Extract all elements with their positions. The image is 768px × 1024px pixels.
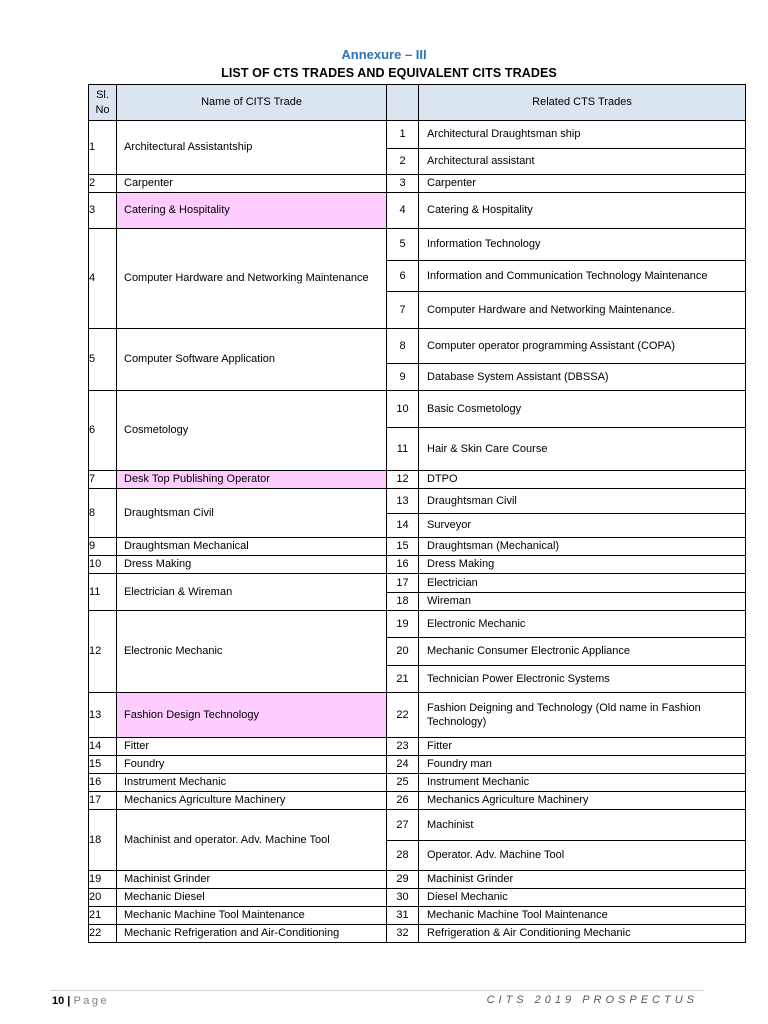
table-row <box>89 391 746 428</box>
cts-trade-name: Refrigeration & Air Conditioning Mechanic <box>419 925 746 943</box>
cts-trade-name: Machinist <box>419 810 746 841</box>
cts-trade-number: 11 <box>387 428 419 471</box>
sl-no-cell: 14 <box>89 738 117 756</box>
sl-no-cell: 18 <box>89 810 117 871</box>
cts-trade-name: Machinist Grinder <box>419 871 746 889</box>
cits-trade-name: Dress Making <box>117 556 387 574</box>
cits-trade-name: Desk Top Publishing Operator <box>117 471 387 489</box>
cits-trade-name: Fitter <box>117 738 387 756</box>
sl-no-cell: 17 <box>89 792 117 810</box>
footer-prospectus-label: CITS 2019 PROSPECTUS <box>486 994 698 1006</box>
footer-divider <box>50 990 704 991</box>
cts-trade-name: Technician Power Electronic Systems <box>419 666 746 693</box>
cts-trade-number: 32 <box>387 925 419 943</box>
cts-trade-name: Mechanic Machine Tool Maintenance <box>419 907 746 925</box>
table-row <box>89 229 746 261</box>
sl-no-cell: 3 <box>89 193 117 229</box>
table-row <box>89 774 746 792</box>
cts-trade-name: Electrician <box>419 574 746 593</box>
cts-trade-name: Architectural Draughtsman ship <box>419 121 746 149</box>
table-header-row <box>89 85 746 121</box>
cits-trade-name: Foundry <box>117 756 387 774</box>
cits-trade-name: Machinist Grinder <box>117 871 387 889</box>
cts-trade-number: 10 <box>387 391 419 428</box>
table-row <box>89 175 746 193</box>
cits-trade-name: Instrument Mechanic <box>117 774 387 792</box>
cts-trades-header: Related CTS Trades <box>419 85 746 121</box>
cts-trade-number: 12 <box>387 471 419 489</box>
cits-trade-name: Electrician & Wireman <box>117 574 387 611</box>
cts-trade-number: 15 <box>387 538 419 556</box>
cts-trade-number: 27 <box>387 810 419 841</box>
cts-trade-number: 23 <box>387 738 419 756</box>
cts-trade-name: Information and Communication Technology Maintenance <box>419 261 746 292</box>
cts-trade-name: Database System Assistant (DBSSA) <box>419 364 746 391</box>
cts-trade-name: Hair & Skin Care Course <box>419 428 746 471</box>
sl-no-cell: 4 <box>89 229 117 329</box>
cts-trade-name: Computer operator programming Assistant (COPA) <box>419 329 746 364</box>
cts-trade-name: Information Technology <box>419 229 746 261</box>
sl-no-cell: 11 <box>89 574 117 611</box>
cts-trade-name: Instrument Mechanic <box>419 774 746 792</box>
cts-trade-name: Architectural assistant <box>419 149 746 175</box>
cts-trade-number: 22 <box>387 693 419 738</box>
cts-trade-name: Draughtsman Civil <box>419 489 746 514</box>
sl-no-cell: 21 <box>89 907 117 925</box>
sl-no-cell: 19 <box>89 871 117 889</box>
cts-trade-name: Wireman <box>419 593 746 611</box>
cts-trade-name: Electronic Mechanic <box>419 611 746 638</box>
table-row <box>89 693 746 738</box>
document-title: LIST OF CTS TRADES AND EQUIVALENT CITS TRADES <box>221 66 557 80</box>
sl-no-cell: 6 <box>89 391 117 471</box>
footer-page-number: 10 | Page <box>52 995 110 1007</box>
cts-trade-name: Fashion Deigning and Technology (Old name in Fashion Technology) <box>419 693 746 738</box>
cits-trade-name: Draughtsman Mechanical <box>117 538 387 556</box>
sl-no-cell: 20 <box>89 889 117 907</box>
cits-trade-name: Carpenter <box>117 175 387 193</box>
cts-trade-number: 17 <box>387 574 419 593</box>
cts-trade-number: 28 <box>387 841 419 871</box>
cts-trade-number: 4 <box>387 193 419 229</box>
table-row <box>89 489 746 514</box>
cits-trade-name: Architectural Assistantship <box>117 121 387 175</box>
cts-trade-number: 20 <box>387 638 419 666</box>
table-body <box>89 121 746 943</box>
cts-trade-name: Mechanics Agriculture Machinery <box>419 792 746 810</box>
table-row <box>89 471 746 489</box>
table-row <box>89 871 746 889</box>
annexure-label: Annexure – III <box>341 47 427 62</box>
cts-trade-number: 30 <box>387 889 419 907</box>
table-row <box>89 538 746 556</box>
cts-trade-number: 8 <box>387 329 419 364</box>
table-row <box>89 611 746 638</box>
table-row <box>89 889 746 907</box>
sl-no-cell: 15 <box>89 756 117 774</box>
sl-no-header: Sl. No <box>89 85 117 121</box>
cts-trade-number: 2 <box>387 149 419 175</box>
number-header <box>387 85 419 121</box>
cts-trade-name: Basic Cosmetology <box>419 391 746 428</box>
cits-trade-name: Electronic Mechanic <box>117 611 387 693</box>
cts-trade-number: 5 <box>387 229 419 261</box>
cts-trade-number: 7 <box>387 292 419 329</box>
cits-trade-name: Mechanic Diesel <box>117 889 387 907</box>
cts-trade-number: 3 <box>387 175 419 193</box>
cts-trade-name: Catering & Hospitality <box>419 193 746 229</box>
cits-trade-name: Mechanic Machine Tool Maintenance <box>117 907 387 925</box>
sl-no-cell: 8 <box>89 489 117 538</box>
cits-trade-name: Machinist and operator. Adv. Machine Tool <box>117 810 387 871</box>
cts-trade-number: 1 <box>387 121 419 149</box>
cts-trade-number: 18 <box>387 593 419 611</box>
table-row <box>89 810 746 841</box>
cts-trade-number: 21 <box>387 666 419 693</box>
table-row <box>89 925 746 943</box>
sl-no-cell: 1 <box>89 121 117 175</box>
table-row <box>89 556 746 574</box>
cts-trade-number: 24 <box>387 756 419 774</box>
cts-trade-number: 9 <box>387 364 419 391</box>
cts-trade-number: 14 <box>387 514 419 538</box>
cts-trade-number: 31 <box>387 907 419 925</box>
cits-trade-name: Mechanics Agriculture Machinery <box>117 792 387 810</box>
table-row <box>89 329 746 364</box>
sl-no-cell: 22 <box>89 925 117 943</box>
cts-trade-number: 16 <box>387 556 419 574</box>
table-row <box>89 907 746 925</box>
table-row <box>89 756 746 774</box>
sl-no-cell: 5 <box>89 329 117 391</box>
trades-table <box>88 84 746 943</box>
cits-trade-name: Computer Hardware and Networking Maintenance <box>117 229 387 329</box>
cts-trade-number: 26 <box>387 792 419 810</box>
cts-trade-name: Fitter <box>419 738 746 756</box>
sl-no-cell: 2 <box>89 175 117 193</box>
cts-trade-name: Surveyor <box>419 514 746 538</box>
table-row <box>89 121 746 149</box>
cits-trade-name: Computer Software Application <box>117 329 387 391</box>
table-row <box>89 574 746 593</box>
cits-trade-name: Catering & Hospitality <box>117 193 387 229</box>
cts-trade-name: Mechanic Consumer Electronic Appliance <box>419 638 746 666</box>
table-row <box>89 193 746 229</box>
sl-no-cell: 10 <box>89 556 117 574</box>
cits-trade-name: Cosmetology <box>117 391 387 471</box>
cts-trade-name: Computer Hardware and Networking Maintenance. <box>419 292 746 329</box>
cts-trade-number: 13 <box>387 489 419 514</box>
cits-trade-name: Fashion Design Technology <box>117 693 387 738</box>
sl-no-cell: 16 <box>89 774 117 792</box>
cts-trade-number: 19 <box>387 611 419 638</box>
cts-trade-name: Operator. Adv. Machine Tool <box>419 841 746 871</box>
cts-trade-number: 29 <box>387 871 419 889</box>
cts-trade-name: Draughtsman (Mechanical) <box>419 538 746 556</box>
cts-trade-name: Dress Making <box>419 556 746 574</box>
cts-trade-name: Diesel Mechanic <box>419 889 746 907</box>
cts-trade-name: Carpenter <box>419 175 746 193</box>
table-row <box>89 738 746 756</box>
cits-trade-name: Mechanic Refrigeration and Air-Conditioning <box>117 925 387 943</box>
sl-no-cell: 9 <box>89 538 117 556</box>
cits-trade-name: Draughtsman Civil <box>117 489 387 538</box>
cits-trade-header: Name of CITS Trade <box>117 85 387 121</box>
cts-trade-number: 25 <box>387 774 419 792</box>
table-row <box>89 792 746 810</box>
sl-no-cell: 13 <box>89 693 117 738</box>
cts-trade-name: DTPO <box>419 471 746 489</box>
sl-no-cell: 12 <box>89 611 117 693</box>
cts-trade-name: Foundry man <box>419 756 746 774</box>
cts-trade-number: 6 <box>387 261 419 292</box>
sl-no-cell: 7 <box>89 471 117 489</box>
